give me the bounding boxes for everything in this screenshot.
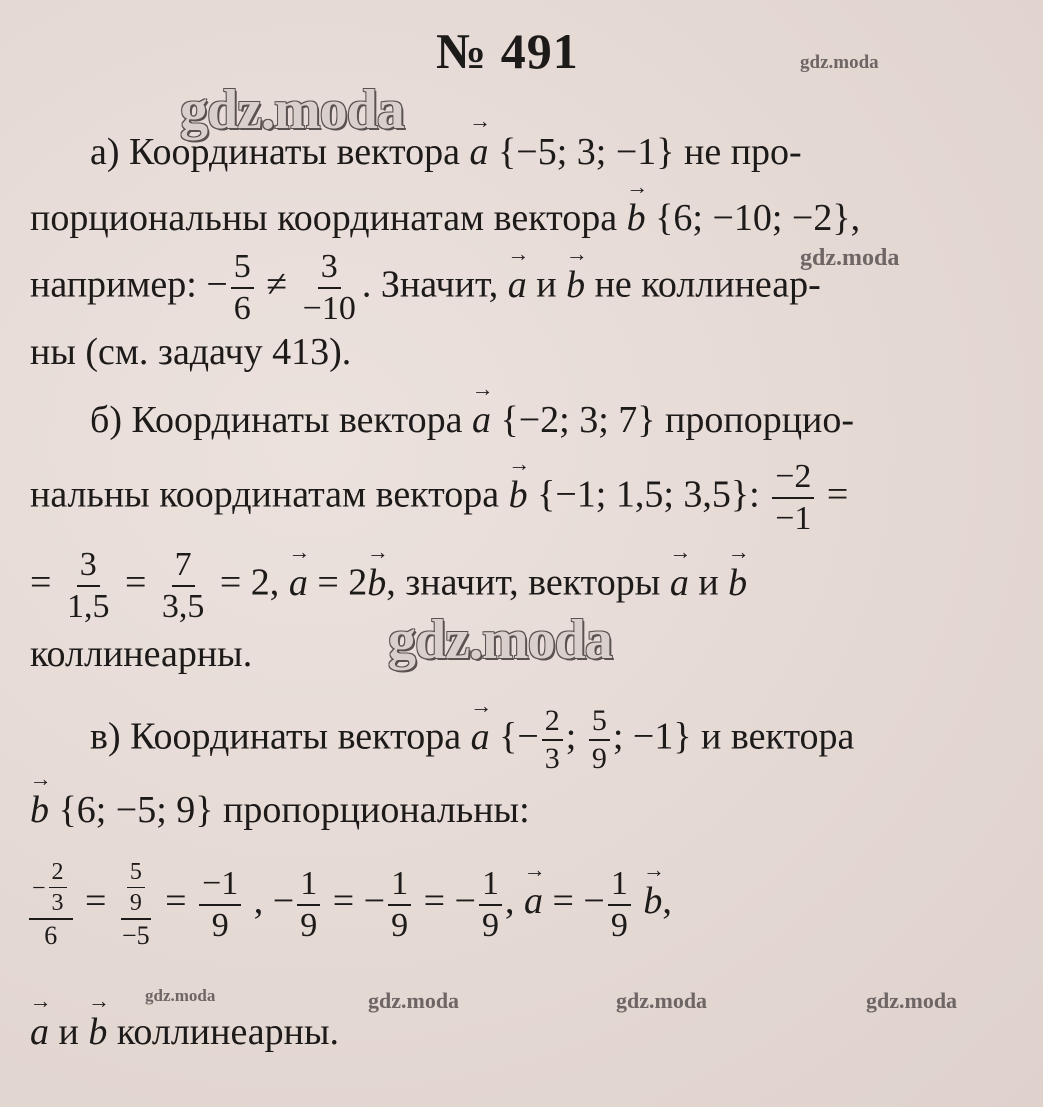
part-a-line-1 xyxy=(90,130,802,174)
vector-b: → b xyxy=(643,879,662,923)
vector-a: → a xyxy=(508,263,527,307)
denominator: 9 xyxy=(211,906,229,944)
watermark: gdz.moda xyxy=(388,609,612,671)
vector-a: → a xyxy=(472,398,491,442)
watermark: gdz.moda xyxy=(866,988,958,1013)
numerator: 3 xyxy=(77,548,100,587)
text: , xyxy=(504,880,515,923)
minus-sign: − xyxy=(454,880,476,923)
vector-b: → b xyxy=(728,561,747,605)
equals-sign: = xyxy=(826,473,849,516)
part-c-line-4 xyxy=(30,1010,339,1054)
minus-sign: − xyxy=(272,880,295,923)
vector-a: → a xyxy=(471,715,490,759)
numerator: 2 xyxy=(49,860,67,888)
numerator xyxy=(29,860,73,920)
denominator: −10 xyxy=(302,290,356,327)
numerator: 1 xyxy=(388,867,411,906)
numerator: −1 xyxy=(199,867,241,906)
numerator: 5 xyxy=(127,860,145,888)
fraction xyxy=(297,864,320,944)
minus-sign: − xyxy=(583,880,605,923)
text: и xyxy=(58,1011,79,1053)
fraction xyxy=(300,250,359,326)
numerator: 5 xyxy=(231,250,254,289)
equals-sign: = xyxy=(165,880,187,923)
denominator: 3 xyxy=(51,890,64,916)
text: в) Координаты вектора xyxy=(90,715,462,758)
vector-b: → b xyxy=(30,788,49,832)
vector-b: → b xyxy=(88,1010,107,1054)
fraction xyxy=(772,460,814,536)
denominator: 9 xyxy=(300,906,318,944)
text: ; xyxy=(565,715,577,758)
text: не коллинеар- xyxy=(594,263,821,306)
text: {6; −5; 9} пропорциональны: xyxy=(58,789,530,831)
fraction xyxy=(49,860,67,915)
fraction xyxy=(608,864,631,944)
vector-b: → b xyxy=(367,561,386,605)
fraction xyxy=(231,250,254,326)
fraction xyxy=(64,548,113,624)
part-c-line-2 xyxy=(30,788,530,832)
denominator: 9 xyxy=(391,906,409,944)
part-b-line-2 xyxy=(30,460,848,536)
text: а) Координаты вектора xyxy=(90,131,461,173)
denominator: 6 xyxy=(233,290,251,327)
equals-sign: = xyxy=(332,880,355,923)
minus-sign: − xyxy=(363,880,386,923)
vector-b: → b xyxy=(627,196,646,240)
text: {− xyxy=(499,715,539,758)
text: ; −1} и вектора xyxy=(612,715,855,758)
numerator: −2 xyxy=(772,460,814,499)
part-a-line-3 xyxy=(30,250,821,326)
vector-b: → b xyxy=(509,473,528,517)
numerator: 3 xyxy=(318,250,341,289)
part-b-line-1 xyxy=(90,398,854,442)
fraction xyxy=(542,706,563,774)
fraction xyxy=(589,706,610,774)
watermark: gdz.moda xyxy=(616,988,708,1013)
vector-a: → a xyxy=(670,561,689,605)
fraction xyxy=(127,860,145,915)
vector-b: → b xyxy=(566,263,585,307)
fraction xyxy=(388,864,411,944)
numerator: 5 xyxy=(589,706,610,741)
vector-a: → a xyxy=(524,879,543,923)
part-c-equation xyxy=(26,860,672,949)
numerator: 7 xyxy=(172,548,195,587)
denominator: 3,5 xyxy=(161,588,205,625)
vector-a: → a xyxy=(470,130,489,174)
text: {−5; 3; −1} не про- xyxy=(498,131,802,173)
part-b-line-4 xyxy=(30,632,252,676)
part-b-line-3 xyxy=(30,548,747,624)
text: {−1; 1,5; 3,5}: xyxy=(537,473,760,516)
complex-fraction xyxy=(119,860,153,949)
vector-a: → a xyxy=(30,1010,49,1054)
text: . Значит, xyxy=(361,263,499,306)
text: , значит, векторы xyxy=(386,561,661,604)
text: нальны координатам вектора xyxy=(30,473,500,516)
watermark: gdz.moda xyxy=(180,79,404,141)
denominator: −1 xyxy=(775,500,812,537)
text: = 2 xyxy=(317,561,368,604)
watermark: gdz.moda xyxy=(145,986,216,1005)
watermark: gdz.moda xyxy=(800,52,879,73)
text: , xyxy=(253,880,264,923)
text: коллинеарны. xyxy=(30,633,253,675)
equals-sign: = xyxy=(124,561,147,604)
complex-fraction xyxy=(29,860,73,949)
part-c-line-1 xyxy=(90,706,854,774)
text: {6; −10; −2}, xyxy=(655,197,861,239)
denominator: 3 xyxy=(544,742,560,775)
text: и xyxy=(698,561,719,604)
vector-a: → a xyxy=(289,561,308,605)
part-a-line-4 xyxy=(30,330,351,374)
text: порциональны координатам вектора xyxy=(30,197,618,239)
equals-sign: = xyxy=(30,561,52,604)
equals-sign: = xyxy=(423,880,446,923)
fraction xyxy=(199,864,241,944)
text: б) Координаты вектора xyxy=(90,399,463,441)
problem-number: № 491 xyxy=(436,23,579,79)
not-equal-sign: ≠ xyxy=(266,263,288,306)
numerator: 2 xyxy=(542,706,563,741)
text: ны (см. задачу 413). xyxy=(30,331,352,373)
fraction xyxy=(479,864,502,944)
denominator: 9 xyxy=(591,742,607,775)
denominator: 6 xyxy=(44,921,58,950)
equals-sign: = xyxy=(552,880,574,923)
denominator: 9 xyxy=(481,906,499,944)
text: и xyxy=(536,263,557,306)
numerator xyxy=(121,860,151,920)
fraction xyxy=(159,548,208,624)
part-a-line-2 xyxy=(30,196,860,240)
text: коллинеарны. xyxy=(116,1011,340,1053)
watermark: gdz.moda xyxy=(368,988,460,1013)
minus-sign: − xyxy=(32,875,46,902)
equals-sign: = xyxy=(85,880,107,923)
denominator: −5 xyxy=(121,921,150,950)
watermark: gdz.moda xyxy=(800,245,900,271)
text: {−2; 3; 7} пропорцио- xyxy=(500,399,855,441)
numerator: 1 xyxy=(479,867,502,906)
numerator: 1 xyxy=(297,867,320,906)
denominator: 1,5 xyxy=(66,588,110,625)
numerator: 1 xyxy=(608,867,631,906)
text: , xyxy=(662,880,672,923)
denominator: 9 xyxy=(610,906,628,944)
text: = 2, xyxy=(219,561,280,604)
text: например: − xyxy=(30,263,228,306)
denominator: 9 xyxy=(129,890,142,916)
